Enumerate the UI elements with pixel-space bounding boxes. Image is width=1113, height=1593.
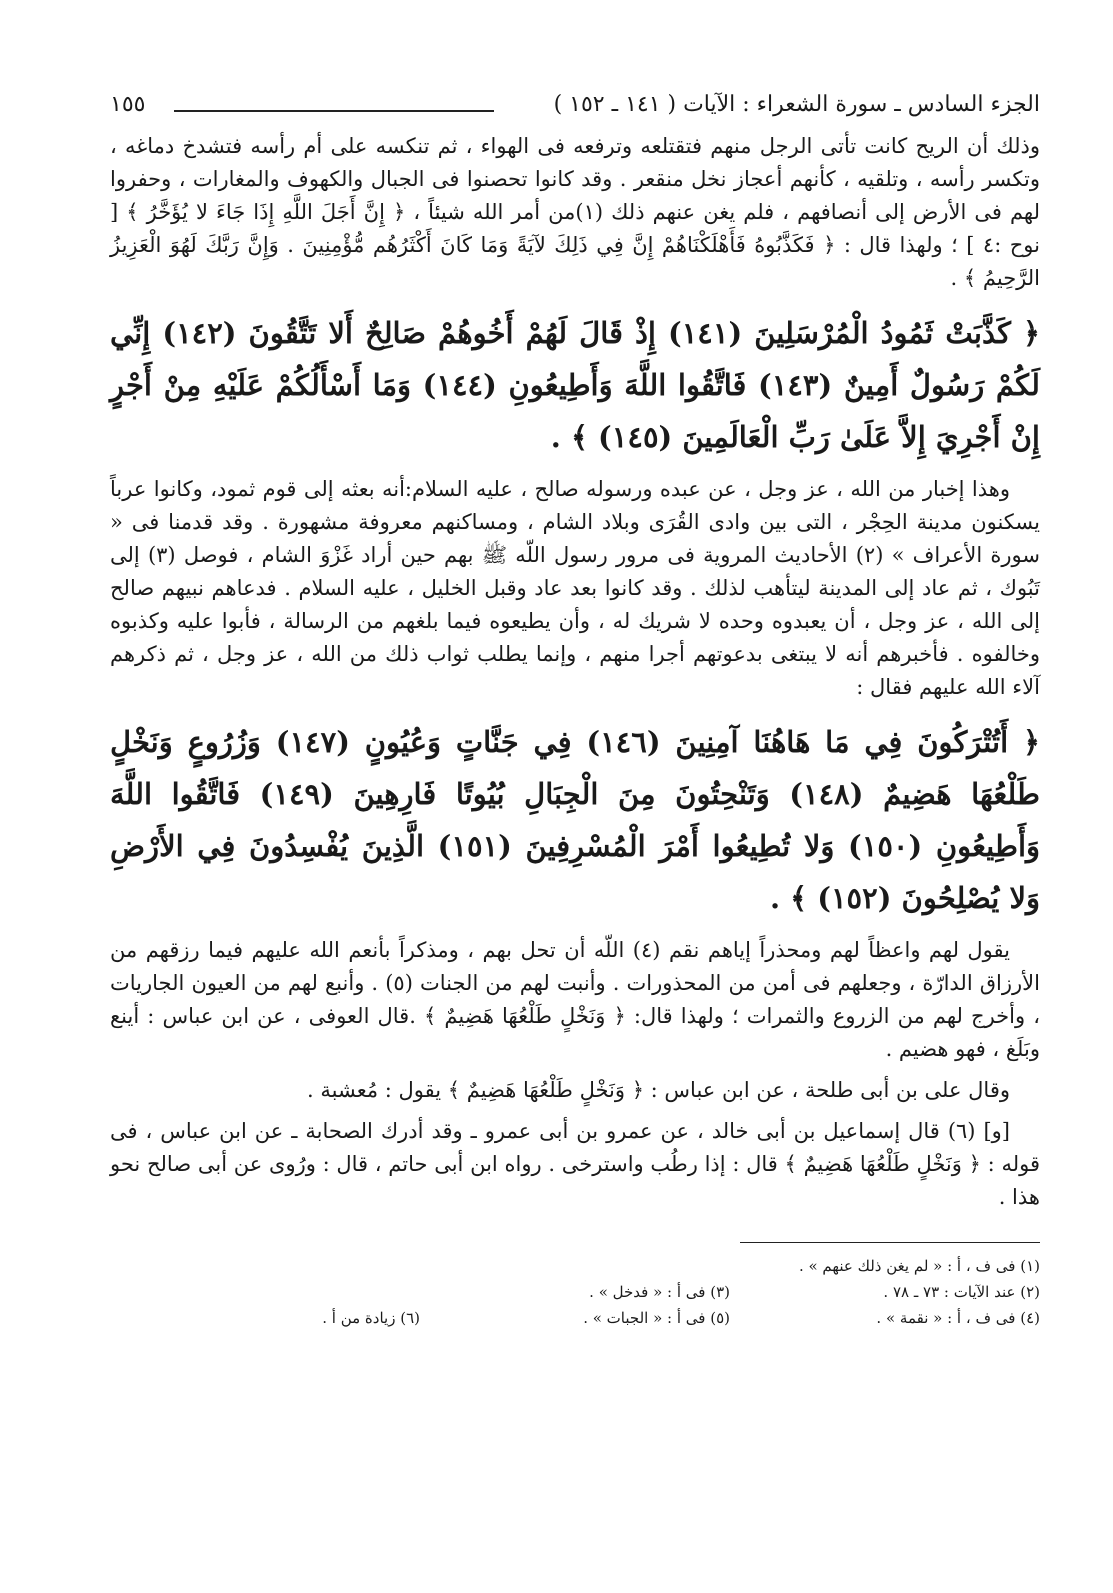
footnote: (٦) زيادة من أ .: [322, 1309, 420, 1327]
commentary-paragraph: [و] (٦) قال إسماعيل بن أبى خالد ، عن عمرو بن أبى عمرو ـ وقد أدرك الصحابة ـ عن ابن عباس ، فى قوله : ﴿ وَنَخْلٍ طَلْعُهَا هَضِيمٌ ﴾ قال : إذا رطُب واسترخى . رواه ابن أبى حاتم ، قال : ورُوى عن أبى صالح نحو هذا .: [110, 1119, 1040, 1209]
header-rule: [174, 110, 494, 112]
footnote-row: [110, 1279, 1040, 1305]
book-page: [110, 70, 1040, 1331]
quran-verse-block: ﴿ كَذَّبَتْ ثَمُودُ الْمُرْسَلِينَ (١٤١) إِذْ قَالَ لَهُمْ أَخُوهُمْ صَالِحٌ أَلا تَتَّقُونَ (١٤٢) إِنِّي لَكُمْ رَسُولٌ أَمِينٌ (١٤٣) فَاتَّقُوا اللَّهَ وَأَطِيعُونِ (١٤٤) وَمَا أَسْأَلُكُمْ عَلَيْهِ مِنْ أَجْرٍ إِنْ أَجْرِيَ إِلاَّ عَلَىٰ رَبِّ الْعَالَمِينَ (١٤٥) ﴾ .: [110, 316, 1041, 454]
page-number: ١٥٥: [110, 92, 146, 117]
footnote: (٢) عند الآيات : ٧٣ ـ ٧٨ .: [883, 1283, 1040, 1301]
quran-verse-block: ﴿ أَتُتْرَكُونَ فِي مَا هَاهُنَا آمِنِينَ (١٤٦) فِي جَنَّاتٍ وَعُيُونٍ (١٤٧) وَزُرُوعٍ وَنَخْلٍ طَلْعُهَا هَضِيمٌ (١٤٨) وَتَنْحِتُونَ مِنَ الْجِبَالِ بُيُوتًا فَارِهِينَ (١٤٩) فَاتَّقُوا اللَّهَ وَأَطِيعُونِ (١٥٠) وَلا تُطِيعُوا أَمْرَ الْمُسْرِفِينَ (١٥١) الَّذِينَ يُفْسِدُونَ فِي الأَرْضِ وَلا يُصْلِحُونَ (١٥٢) ﴾ .: [110, 725, 1041, 915]
footnote: (١) فى ف ، أ : « لم يغن ذلك عنهم » .: [798, 1257, 1040, 1275]
footnote: (٤) فى ف ، أ : « نقمة » .: [876, 1309, 1040, 1327]
commentary-paragraph: وذلك أن الريح كانت تأتى الرجل منهم فتقتلعه وترفعه فى الهواء ، ثم تنكسه على أم رأسه فتشدخ دماغه ، وتكسر رأسه ، وتلقيه ، كأنهم أعجاز نخل منقعر . وقد كانوا تحصنوا فى الجبال والكهوف والمغارات ، وحفروا لهم فى الأرض إلى أنصافهم ، فلم يغن عنهم ذلك (١)من أمر الله شيئاً ، ﴿ إِنَّ أَجَلَ اللَّهِ إِذَا جَاءَ لا يُؤَخَّرُ ﴾ [ نوح :٤ ] ؛ ولهذا قال : ﴿ فَكَذَّبُوهُ فَأَهْلَكْنَاهُمْ إِنَّ فِي ذَلِكَ لآيَةً وَمَا كَانَ أَكْثَرُهُم مُّؤْمِنِينَ . وَإِنَّ رَبَّكَ لَهُوَ الْعَزِيزُ الرَّحِيمُ ﴾ .: [110, 134, 1040, 290]
running-title: الجزء السادس ـ سورة الشعراء : الآيات ( ١٤١ ـ ١٥٢ ): [553, 92, 1040, 117]
footnote-row: [110, 1253, 1040, 1279]
commentary-paragraph: وهذا إخبار من الله ، عز وجل ، عن عبده ورسوله صالح ، عليه السلام:أنه بعثه إلى قوم ثمود، وكانوا عرباً يسكنون مدينة الحِجْر ، التى بين وادى القُرَى وبلاد الشام ، ومساكنهم معروفة مشهورة . وقد قدمنا فى « سورة الأعراف » (٢) الأحاديث المروية فى مرور رسول اللّه ﷺ بهم حين أراد غَزْوَ الشام ، فوصل (٣) إلى تَبُوك ، ثم عاد إلى المدينة ليتأهب لذلك . وقد كانوا بعد عاد وقبل الخليل ، عليه السلام . فدعاهم نبيهم صالح إلى الله ، عز وجل ، أن يعبدوه وحده لا شريك له ، وأن يطيعوه فيما بلغهم من الرسالة ، فأبوا عليه وكذبوه وخالفوه . فأخبرهم أنه لا يبتغى بدعوتهم أجرا منهم ، وإنما يطلب ثواب ذلك من الله ، عز وجل ، ثم ذكرهم آلاء الله عليهم فقال :: [110, 477, 1040, 699]
commentary-paragraph: وقال على بن أبى طلحة ، عن ابن عباس : ﴿ وَنَخْلٍ طَلْعُهَا هَضِيمٌ ﴾ يقول : مُعشبة .: [307, 1078, 1010, 1102]
footnote: (٥) فى أ : « الجبات » .: [583, 1309, 730, 1327]
footnote-separator: [740, 1242, 1040, 1243]
footnote-row: [110, 1305, 1040, 1331]
commentary-paragraph: يقول لهم واعظاً لهم ومحذراً إياهم نقم (٤) اللّه أن تحل بهم ، ومذكراً بأنعم الله عليهم فيما رزقهم من الأرزاق الدارّة ، وجعلهم فى أمن من المحذورات . وأنبت لهم من الجنات (٥) . وأنبع لهم من العيون الجاريات ، وأخرج لهم من الزروع والثمرات ؛ ولهذا قال: ﴿ وَنَخْلٍ طَلْعُهَا هَضِيمٌ ﴾ .قال العوفى ، عن ابن عباس : أينع وبَلَغ ، فهو هضيم .: [110, 938, 1040, 1061]
footnotes: [110, 1253, 1040, 1331]
page-header: [110, 70, 1040, 130]
footnote: (٣) فى أ : « فدخل » .: [589, 1283, 730, 1301]
